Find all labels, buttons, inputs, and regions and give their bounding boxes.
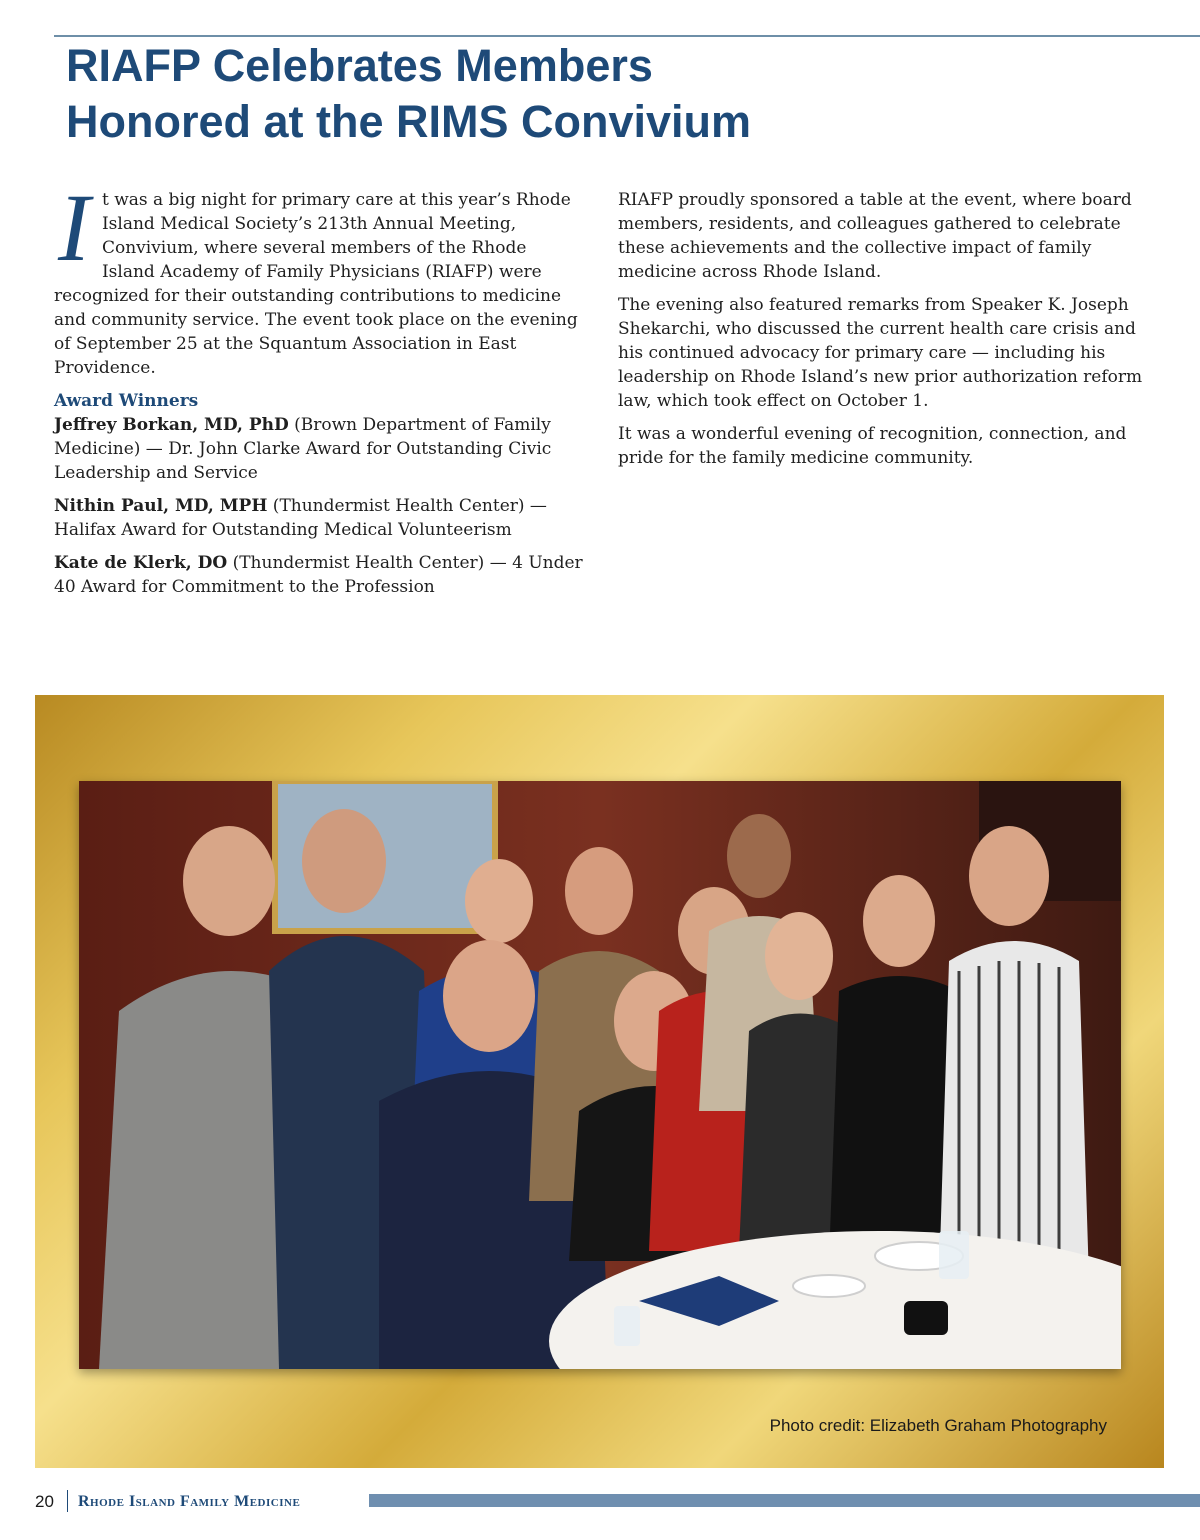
award-detail: (Thundermist Health Center) — 4 Under 40 Award for Commitment to the Profession	[54, 553, 583, 597]
page-footer	[35, 1490, 1200, 1516]
intro-text: t was a big night for primary care at this year’s Rhode Island Medical Society’s 213th Annual Meeting, Convivium, where several members of the Rhode Island Academy of Family Physicians (RIAFP) were recognized for their outstanding contributions to medicine and community service. The event took place on the evening of September 25 at the Squantum Association in East Providence.	[54, 190, 578, 378]
awards-list	[54, 413, 584, 599]
award-detail: (Thundermist Health Center) — Halifax Award for Outstanding Medical Volunteerism	[54, 496, 547, 540]
gold-photo-frame	[35, 695, 1164, 1468]
article-title-line1: RIAFP Celebrates Members	[66, 40, 653, 91]
publication-title: Rhode Island Family Medicine	[78, 1493, 301, 1510]
award-recipient: Jeffrey Borkan, MD, PhD	[54, 415, 289, 435]
page-number: 20	[35, 1492, 54, 1511]
article-title-line2: Honored at the RIMS Convivium	[66, 96, 752, 147]
top-rule	[54, 35, 1200, 37]
group-photo-illustration	[79, 781, 1121, 1369]
right-column	[618, 188, 1148, 479]
award-item	[54, 494, 584, 542]
footer-divider	[67, 1490, 68, 1512]
body-paragraph: It was a wonderful evening of recognition, connection, and pride for the family medicine community.	[618, 424, 1127, 468]
drop-cap: I	[58, 174, 90, 281]
footer-bar	[369, 1494, 1200, 1507]
left-column	[54, 174, 584, 608]
award-item	[54, 551, 584, 599]
group-photo	[79, 781, 1121, 1369]
article-title	[66, 38, 1066, 150]
body-paragraph: The evening also featured remarks from Speaker K. Joseph Shekarchi, who discussed the current health care crisis and his continued advocacy for primary care — including his leadership on Rhode Island’s new prior authorization reform law, which took effect on October 1.	[618, 295, 1143, 411]
awards-heading: Award Winners	[54, 391, 199, 411]
award-recipient: Kate de Klerk, DO	[54, 553, 228, 573]
body-paragraph: RIAFP proudly sponsored a table at the event, where board members, residents, and colleagues gathered to celebrate these achievements and the collective impact of family medicine across Rhode Island.	[618, 190, 1132, 282]
award-detail: (Brown Department of Family Medicine) — Dr. John Clarke Award for Outstanding Civic Leadership and Service	[54, 415, 552, 483]
award-recipient: Nithin Paul, MD, MPH	[54, 496, 268, 516]
photo-credit: Photo credit: Elizabeth Graham Photography	[769, 1416, 1107, 1435]
award-item	[54, 413, 584, 485]
intro-paragraph	[54, 174, 584, 380]
